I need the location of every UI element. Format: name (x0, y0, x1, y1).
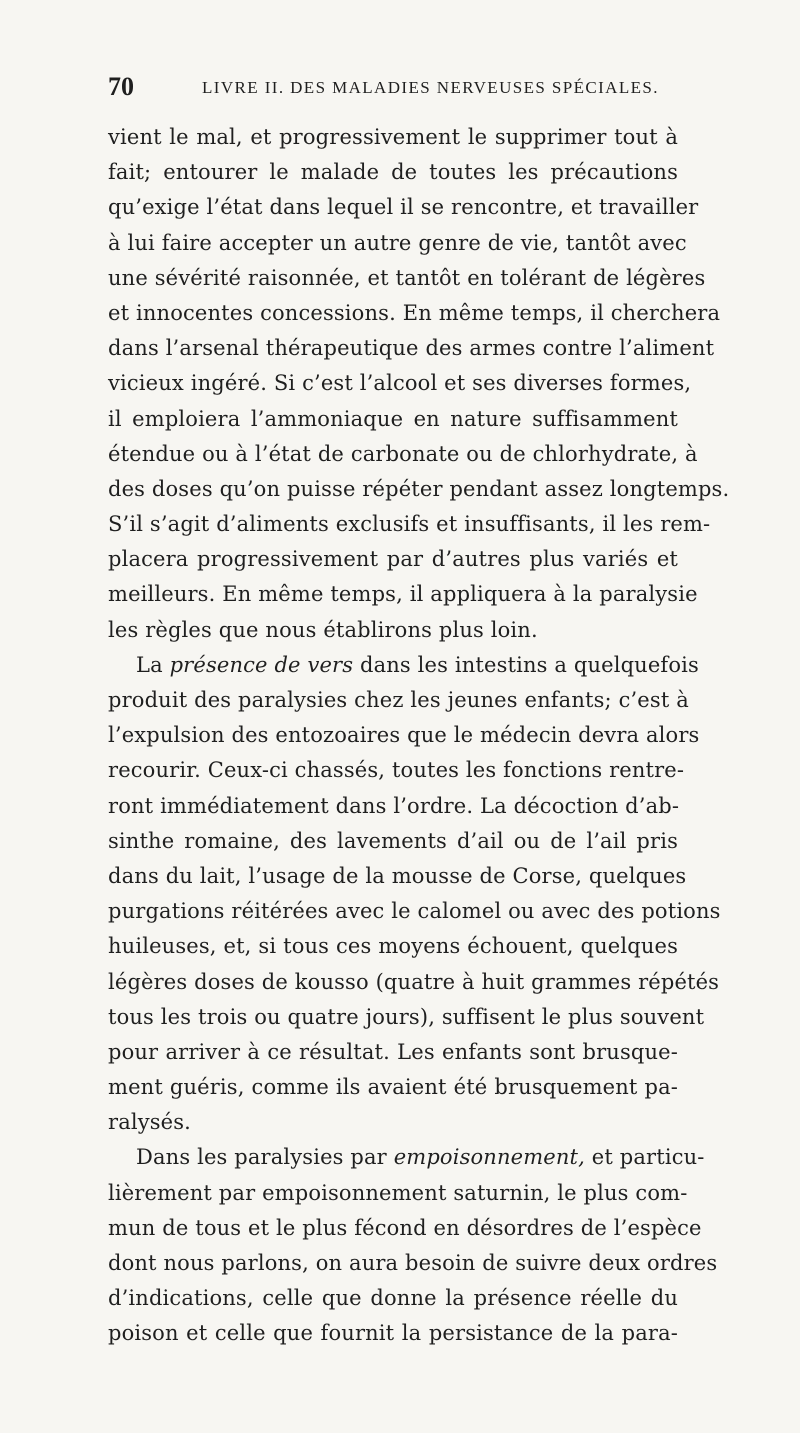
text-line: mun de tous et le plus fécond en désordres de l’espèce (108, 1215, 702, 1240)
text-line: meilleurs. En même temps, il appliquera à la paralysie (108, 582, 698, 607)
running-title: LIVRE II. DES MALADIES NERVEUSES SPÉCIALES. (202, 78, 659, 97)
line-segment: Dans les paralysies par (136, 1145, 394, 1170)
text-line: dans du lait, l’usage de la mousse de Corse, quelques (108, 863, 687, 888)
line-segment: dans les intestins a quelquefois (353, 652, 699, 677)
text-line: tous les trois ou quatre jours), suffisent le plus souvent (108, 1004, 705, 1029)
text-line: une sévérité raisonnée, et tantôt en tolérant de légères (108, 265, 706, 290)
text-line: recourir. Ceux-ci chassés, toutes les fonctions rentre- (108, 758, 685, 783)
line-segment: La (136, 652, 170, 677)
text-line: pour arriver à ce résultat. Les enfants sont brusque- (108, 1039, 678, 1064)
text-line: d’indications, celle que donne la présence réelle du (108, 1286, 678, 1311)
text-line: vicieux ingéré. Si c’est l’alcool et ses diverses formes, (108, 371, 692, 396)
body-text (108, 120, 730, 1352)
text-line: étendue ou à l’état de carbonate ou de chlorhydrate, à (108, 441, 698, 466)
paragraph-start-line (108, 1140, 705, 1175)
text-line: dont nous parlons, on aura besoin de suivre deux ordres (108, 1251, 718, 1275)
text-line: des doses qu’on puisse répéter pendant assez longtemps. (108, 476, 730, 501)
text-line: poison et celle que fournit la persistance de la para- (108, 1321, 678, 1346)
italic-phrase: présence de vers (169, 652, 354, 677)
line-segment: et particu- (584, 1145, 705, 1170)
text-line: et innocentes concessions. En même temps, il cherchera (108, 300, 721, 325)
page-header (108, 74, 673, 106)
text-line: les règles que nous établirons plus loin. (108, 617, 538, 642)
text-line: produit des paralysies chez les jeunes enfants; c’est à (108, 688, 689, 712)
text-line: il emploiera l’ammoniaque en nature suffisamment (108, 406, 678, 431)
text-line: fait; entourer le malade de toutes les précautions (108, 160, 678, 185)
page-number: 70 (108, 72, 134, 101)
text-line: ralysés. (108, 1110, 191, 1135)
text-line: dans l’arsenal thérapeutique des armes contre l’aliment (108, 336, 715, 361)
text-line: ront immédiatement dans l’ordre. La décoction d’ab- (108, 793, 680, 818)
text-line: lièrement par empoisonnement saturnin, le plus com- (108, 1180, 688, 1205)
text-line: qu’exige l’état dans lequel il se rencontre, et travailler (108, 195, 699, 220)
text-line: sinthe romaine, des lavements d’ail ou de l’ail pris (108, 828, 678, 853)
italic-phrase: empoisonnement, (393, 1145, 585, 1170)
text-line: S’il s’agit d’aliments exclusifs et insuffisants, il les rem- (108, 512, 711, 537)
text-line: ment guéris, comme ils avaient été brusquement pa- (108, 1075, 678, 1100)
text-line: vient le mal, et progressivement le supprimer tout à (108, 125, 678, 149)
text-line: l’expulsion des entozoaires que le médecin devra alors (108, 723, 700, 748)
text-line: à lui faire accepter un autre genre de vie, tantôt avec (108, 230, 687, 255)
text-line: huileuses, et, si tous ces moyens échouent, quelques (108, 934, 678, 959)
paragraph-start-line (108, 648, 699, 683)
text-line: placera progressivement par d’autres plus variés et (108, 547, 678, 572)
text-line: légères doses de kousso (quatre à huit grammes répétés (108, 969, 720, 994)
text-line: purgations réitérées avec le calomel ou avec des potions (108, 899, 721, 924)
